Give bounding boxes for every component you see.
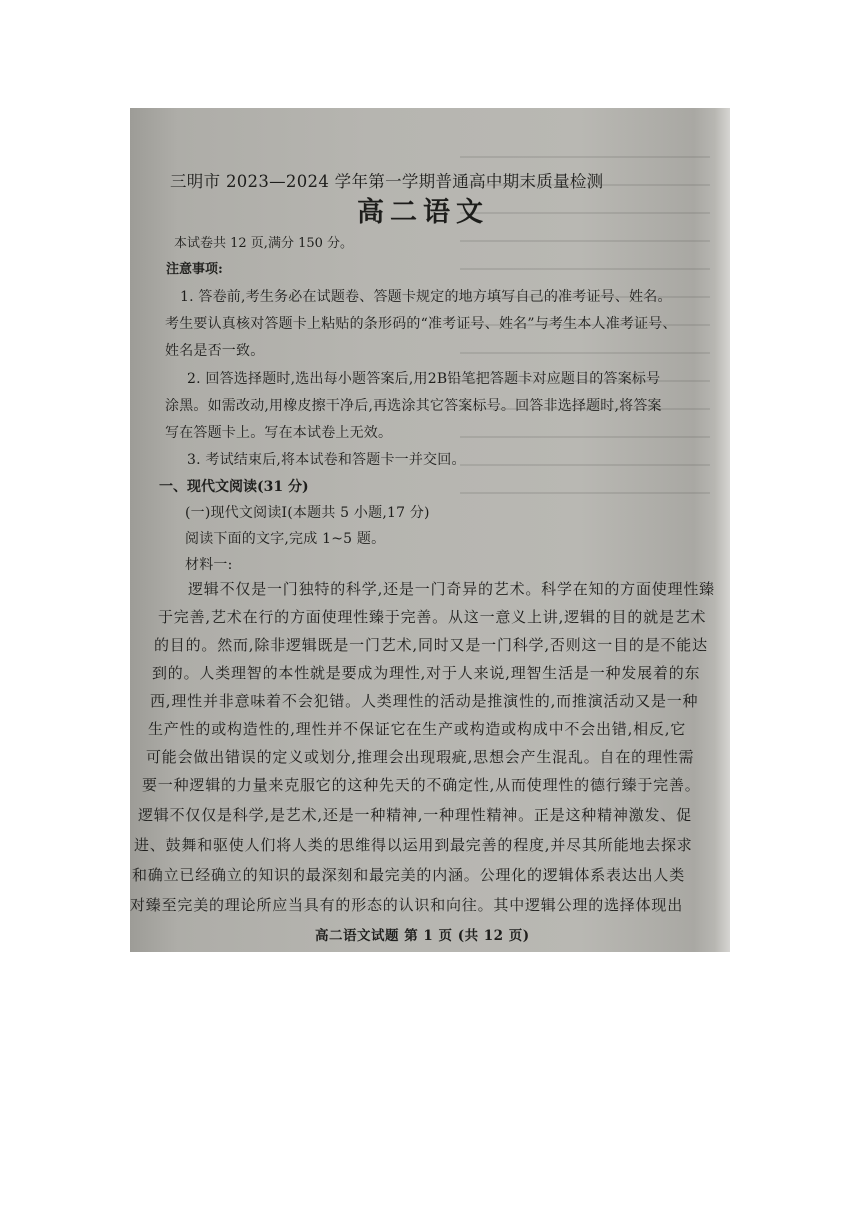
notice-line: 1. 答卷前,考生务必在试题卷、答题卡规定的地方填写自己的准考证号、姓名。 <box>180 289 672 305</box>
passage-line: 于完善,艺术在行的方面使理性臻于完善。从这一意义上讲,逻辑的目的就是艺术 <box>158 608 707 626</box>
notice-line: 3. 考试结束后,将本试卷和答题卡一并交回。 <box>187 452 466 468</box>
passage-line: 到的。人类理智的本性就是要成为理性,对于人来说,理智生活是一种发展着的东 <box>152 664 701 682</box>
passage-line: 要一种逻辑的力量来克服它的这种先天的不确定性,从而使理性的德行臻于完善。 <box>142 776 701 794</box>
section-heading: 一、现代文阅读(31 分) <box>159 479 309 495</box>
passage-line: 西,理性并非意味着不会犯错。人类理性的活动是推演性的,而推演活动又是一种 <box>150 692 699 710</box>
exam-header-title: 三明市 2023—2024 学年第一学期普通高中期末质量检测 <box>170 172 604 191</box>
passage-line: 和确立已经确立的知识的最深刻和最完美的内涵。公理化的逻辑体系表达出人类 <box>132 866 686 884</box>
notice-line: 写在答题卡上。写在本试卷上无效。 <box>165 425 393 441</box>
material-label: 材料一: <box>185 557 233 573</box>
passage-line: 逻辑不仅是一门独特的科学,还是一门奇异的艺术。科学在知的方面使理性臻 <box>188 580 715 598</box>
notice-line: 姓名是否一致。 <box>165 343 265 359</box>
page-edge-shadow <box>714 108 730 952</box>
reading-instruction: 阅读下面的文字,完成 1~5 题。 <box>185 531 386 547</box>
exam-intro: 本试卷共 12 页,满分 150 分。 <box>174 236 354 251</box>
notice-line: 考生要认真核对答题卡上粘贴的条形码的“准考证号、姓名”与考生本人准考证号、 <box>165 316 677 332</box>
passage-line: 对臻至完美的理论所应当具有的形态的认识和向往。其中逻辑公理的选择体现出 <box>130 896 684 914</box>
subject-title: 高二语文 <box>357 197 489 228</box>
passage-line: 进、鼓舞和驱使人们将人类的思维得以运用到最完善的程度,并尽其所能地去探求 <box>134 836 693 854</box>
passage-line: 可能会做出错误的定义或划分,推理会出现瑕疵,思想会产生混乱。自在的理性需 <box>146 748 695 766</box>
notice-line: 2. 回答选择题时,选出每小题答案后,用2B铅笔把答题卡对应题目的答案标号 <box>187 371 661 387</box>
passage-line: 的目的。然而,除非逻辑既是一门艺术,同时又是一门科学,否则这一目的是不能达 <box>154 636 708 654</box>
subsection-heading: (一)现代文阅读I(本题共 5 小题,17 分) <box>185 505 430 521</box>
passage-line: 生产性的或构造性的,理性并不保证它在生产或构造或构成中不会出错,相反,它 <box>148 720 687 738</box>
notice-line: 涂黑。如需改动,用橡皮擦干净后,再选涂其它答案标号。回答非选择题时,将答案 <box>165 398 662 414</box>
passage-line: 逻辑不仅仅是科学,是艺术,还是一种精神,一种理性精神。正是这种精神激发、促 <box>138 806 692 824</box>
notice-heading: 注意事项: <box>166 262 223 277</box>
page-footer: 高二语文试题 第 1 页 (共 12 页) <box>315 928 530 944</box>
exam-page-photo <box>130 108 730 952</box>
